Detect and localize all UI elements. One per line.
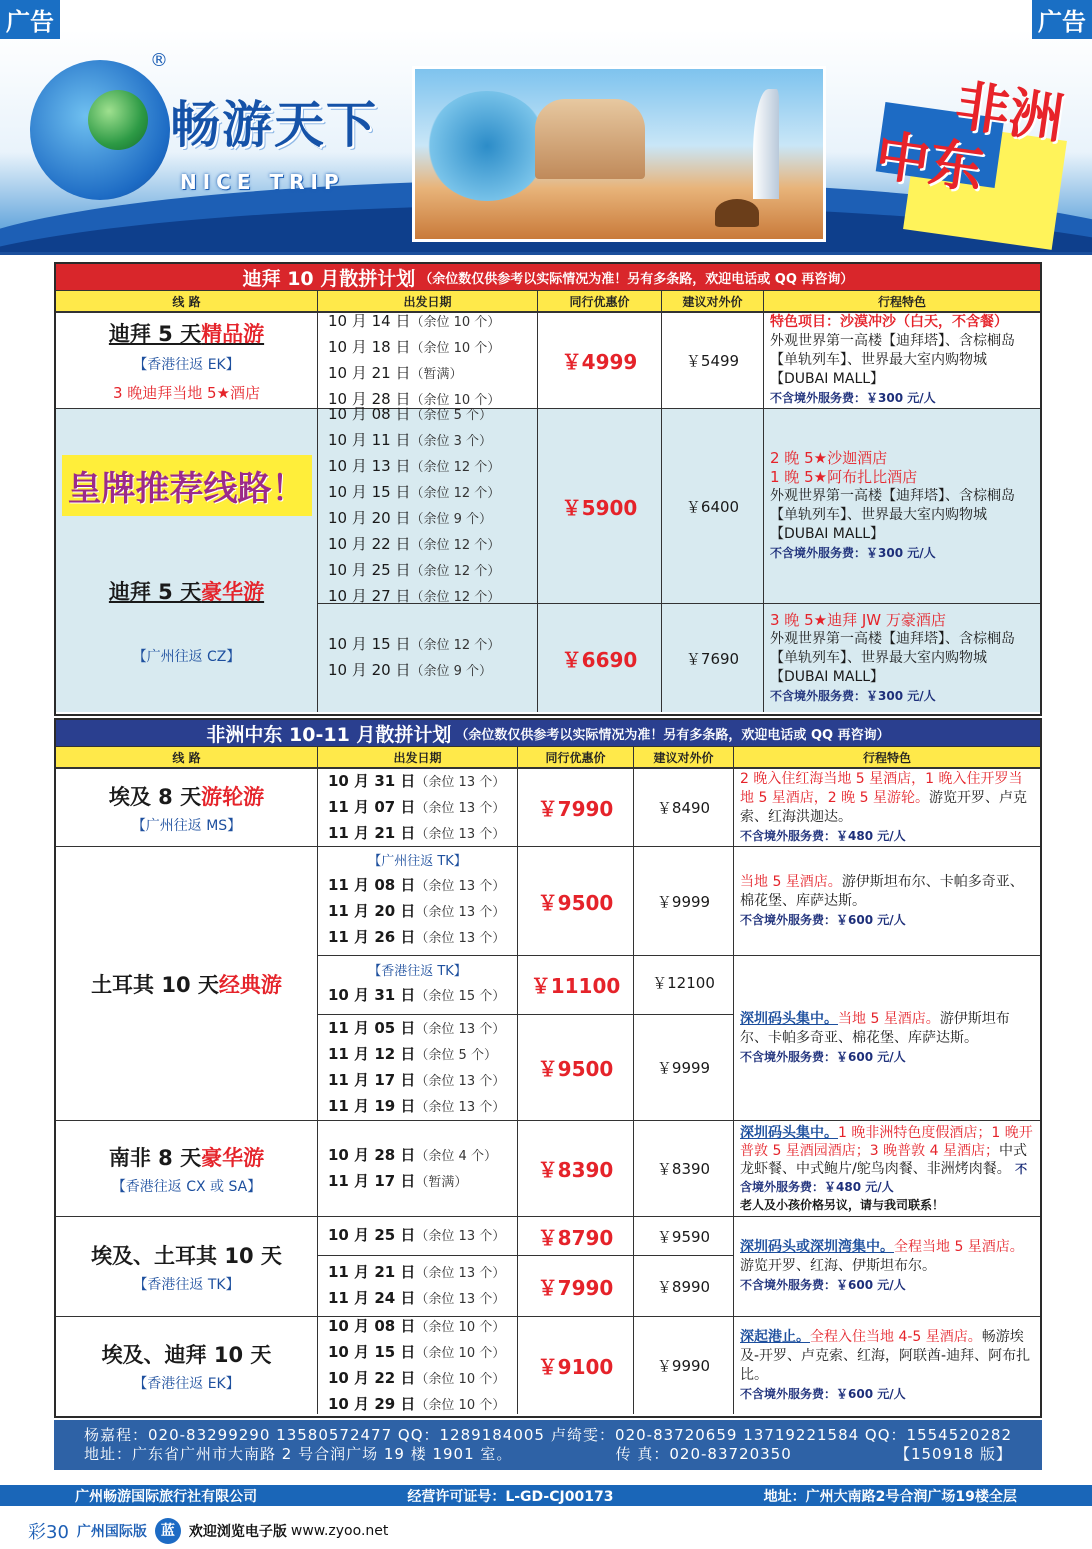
peer-price: ￥4999	[538, 313, 662, 408]
col-route: 线 路	[56, 747, 318, 767]
route-name: 埃及、土耳其 10 天	[91, 1243, 282, 1268]
departure-date: 11 月 21 日（余位 13 个）	[328, 823, 506, 842]
departure-date: 10 月 14 日（余位 10 个）	[328, 311, 501, 330]
retail-price: ￥5499	[662, 313, 764, 408]
retail-price: ￥8490	[634, 769, 734, 846]
departure-date: 11 月 08 日（余位 13 个）	[328, 876, 506, 894]
route-egypt-turkey	[56, 1216, 1040, 1316]
company-name: 广州畅游国际旅行社有限公司	[75, 1488, 258, 1505]
contact-address: 地址：广东省广州市大南路 2 号合润广场 19 楼 1901 室。	[84, 1445, 513, 1463]
route-egypt-cruise	[56, 768, 1040, 846]
company-address: 地址：广州大南路2号合润广场19楼全层	[763, 1488, 1017, 1505]
section1-column-headers	[56, 290, 1040, 312]
section1-note: （余位数仅供参考以实际情况为准！另有多条路，欢迎电话或 QQ 再咨询）	[419, 271, 854, 287]
peer-price: ￥8790	[518, 1217, 634, 1255]
globe-icon	[88, 90, 148, 150]
registered-mark: ®	[150, 50, 168, 71]
section2-header	[56, 720, 1040, 746]
date-list	[318, 1317, 518, 1414]
col-date: 出发日期	[318, 747, 518, 767]
route-south-africa	[56, 1120, 1040, 1216]
departure-date: 11 月 24 日（余位 13 个）	[328, 1289, 506, 1307]
date-list: 【香港往返 TK】 10 月 31 日（余位 15 个）	[318, 956, 518, 1014]
brand-name: 畅游天下	[170, 96, 378, 154]
date-list	[318, 1121, 518, 1216]
lan-logo-icon: 蓝	[155, 1518, 181, 1544]
departure-date: 10 月 25 日（余位 12 个）	[328, 561, 501, 579]
feature: 深圳码头集中。1 晚非洲特色度假酒店；1 晚开普敦 5 星酒园酒店；3 晚普敦 4 星酒店；中式龙虾餐、中式鲍片/鸵鸟肉餐、非洲烤肉餐。 不含境外服务费：￥480 元/人 老人及小孩价格另议，请与我司联系！	[740, 1124, 1033, 1212]
version: 【150918 版】	[894, 1445, 1012, 1463]
departure-date: 10 月 21 日（暂满）	[328, 363, 463, 382]
retail-price: ￥6400	[662, 409, 764, 603]
feature: 深起港止。全程入住当地 4-5 星酒店。畅游埃及-开罗、卢克索、红海，阿联酋-迪拜、阿布扎比。 不含境外服务费：￥600 元/人	[740, 1328, 1031, 1401]
route-dubai-premium	[56, 312, 1040, 408]
departure-date: 10 月 15 日（余位 10 个）	[328, 1342, 506, 1361]
route-flight: 【香港往返 CX 或 SA】	[111, 1178, 262, 1195]
departure-date: 10 月 11 日（余位 3 个）	[328, 431, 493, 449]
contact-info	[54, 1420, 1042, 1470]
peer-price: ￥9500	[518, 847, 634, 955]
col-peer-price: 同行优惠价	[538, 291, 662, 311]
route-name: 南非 8 天豪华游	[108, 1145, 265, 1170]
col-retail-price: 建议对外价	[634, 747, 734, 767]
slogan-africa: 非洲	[951, 73, 1068, 152]
peer-price: ￥7990	[518, 1256, 634, 1316]
route-flight: 【香港往返 TK】	[133, 1276, 240, 1293]
departure-date: 11 月 19 日（余位 13 个）	[328, 1096, 506, 1115]
departure-date: 10 月 31 日（余位 13 个）	[328, 771, 506, 790]
departure-date: 11 月 21 日（余位 13 个）	[328, 1263, 506, 1281]
route-flight: 【广州往返 MS】	[131, 817, 242, 834]
feature: 当地 5 星酒店。游伊斯坦布尔、卡帕多奇亚、棉花堡、库萨达斯。 不含境外服务费：￥600 元/人	[740, 873, 1024, 927]
company-bar	[0, 1482, 1092, 1506]
departure-date: 11 月 26 日（余位 13 个）	[328, 928, 506, 946]
peer-price: ￥8390	[518, 1121, 634, 1216]
departure-date: 10 月 08 日（余位 10 个）	[328, 1316, 506, 1335]
slogan-middle-east: 中东	[871, 123, 988, 202]
retail-price: ￥7690	[662, 604, 764, 712]
peer-price: ￥9500	[518, 1015, 634, 1120]
brand-english: NICE TRIP	[180, 170, 345, 194]
route-name: 埃及、迪拜 10 天	[101, 1342, 272, 1367]
peer-price: ￥11100	[518, 956, 634, 1014]
departure-date: 11 月 20 日（余位 13 个）	[328, 902, 506, 920]
date-list	[318, 1256, 518, 1316]
departure-date: 11 月 07 日（余位 13 个）	[328, 797, 506, 816]
route-name: 迪拜 5 天豪华游	[108, 580, 265, 604]
section1-title: 迪拜 10 月散拼计划	[242, 267, 416, 290]
departure-date: 10 月 29 日（余位 10 个）	[328, 1394, 506, 1413]
departure-date: 11 月 17 日（暂满）	[328, 1171, 468, 1190]
company-license: 经营许可证号：L-GD-CJ00173	[407, 1488, 614, 1505]
date-list	[318, 769, 518, 846]
departure-date: 10 月 28 日（余位 10 个）	[328, 389, 501, 408]
ad-label-left: 广告	[0, 0, 60, 39]
route-egypt-dubai	[56, 1316, 1040, 1414]
camel-icon	[715, 199, 759, 227]
peer-price: ￥6690	[538, 604, 662, 712]
departure-date: 10 月 22 日（余位 10 个）	[328, 1368, 506, 1387]
departure-date: 10 月 22 日（余位 12 个）	[328, 535, 501, 553]
departure-date: 10 月 25 日（余位 13 个）	[328, 1226, 506, 1244]
contact-lu: 卢绮雯：020-83720659 13719221584 QQ：1554520282	[551, 1426, 1012, 1444]
peer-price: ￥5900	[538, 409, 662, 603]
peer-price: ￥9100	[518, 1317, 634, 1414]
retail-price: ￥8390	[634, 1121, 734, 1216]
route-flight: 【广州往返 CZ】	[132, 649, 241, 665]
date-list	[318, 1217, 518, 1255]
peer-price: ￥7990	[518, 769, 634, 846]
burj-al-arab-icon	[753, 89, 779, 199]
departure-date: 11 月 17 日（余位 13 个）	[328, 1070, 506, 1089]
section2-note: （余位数仅供参考以实际情况为准！另有多条路，欢迎电话或 QQ 再咨询）	[455, 727, 890, 743]
page-footer	[28, 1518, 388, 1544]
section2-title: 非洲中东 10-11 月散拼计划	[206, 723, 452, 746]
feature: 2 晚 5★沙迦酒店 1 晚 5★阿布扎比酒店 外观世界第一高楼【迪拜塔】、含棕榈岛【单轨列车】、世界最大室内购物城【DUBAI MALL】 不含境外服务费：￥300 元/人	[770, 449, 1015, 560]
departure-date: 10 月 08 日（余位 5 个）	[328, 405, 493, 423]
contact-fax: 传 真：020-83720350	[615, 1445, 792, 1463]
section1-header	[56, 264, 1040, 290]
contact-yang: 杨嘉程：020-83299290 13580572477 QQ：1289184005	[84, 1426, 545, 1444]
date-list	[318, 604, 538, 712]
feature: 特色项目：沙漠冲沙（白天，不含餐） 外观世界第一高楼【迪拜塔】、含棕榈岛【单轨列车】、世界最大室内购物城【DUBAI MALL】 不含境外服务费：￥300 元/人	[770, 314, 1015, 405]
col-feature: 行程特色	[862, 750, 911, 765]
feature: 3 晚 5★迪拜 JW 万豪酒店 外观世界第一高楼【迪拜塔】、含棕榈岛【单轨列车】、世界最大室内购物城【DUBAI MALL】 不含境外服务费：￥300 元/人	[770, 610, 1015, 703]
col-date: 出发日期	[318, 291, 538, 311]
logo-icon	[30, 60, 170, 200]
dubai-photo	[412, 66, 826, 242]
section2-column-headers	[56, 746, 1040, 768]
route-hotel: 3 晚迪拜当地 5★酒店	[112, 384, 261, 402]
route-dubai-luxury	[56, 405, 1040, 712]
departure-date: 10 月 18 日（余位 10 个）	[328, 337, 501, 356]
header-banner	[0, 30, 1092, 255]
footer-text: 欢迎浏览电子版	[188, 1524, 287, 1540]
date-list: 【广州往返 TK】 11 月 08 日（余位 13 个） 11 月 20 日（余位 13 个） 11 月 26 日（余位 13 个）	[318, 847, 518, 955]
feature: 深圳码头集中。当地 5 星酒店。游伊斯坦布尔、卡帕多奇亚、棉花堡、库萨达斯。 不含境外服务费：￥600 元/人	[740, 1010, 1010, 1064]
recommend-badge: 皇牌推荐线路！	[62, 455, 312, 516]
retail-price: ￥9990	[634, 1317, 734, 1414]
edition: 广州国际版	[76, 1524, 147, 1540]
col-retail-price: 建议对外价	[662, 291, 764, 311]
retail-price: ￥8990	[634, 1256, 734, 1316]
feature: 深圳码头或深圳湾集中。全程当地 5 星酒店。游览开罗、红海、伊斯坦布尔。 不含境外服务费：￥600 元/人	[740, 1239, 1024, 1292]
departure-date: 10 月 13 日（余位 12 个）	[328, 457, 501, 475]
section-dubai	[54, 262, 1042, 716]
departure-date: 10 月 20 日（余位 9 个）	[328, 661, 493, 679]
retail-price: ￥9999	[634, 847, 734, 955]
route-flight: 【香港往返 EK】	[133, 357, 240, 373]
route-name: 迪拜 5 天精品游	[108, 322, 265, 346]
retail-price: ￥9590	[634, 1217, 734, 1255]
footer-url[interactable]: www.zyoo.net	[290, 1523, 389, 1539]
route-name: 土耳其 10 天经典游	[91, 972, 282, 997]
ad-label-right: 广告	[1032, 0, 1092, 39]
departure-date: 10 月 28 日（余位 4 个）	[328, 1145, 497, 1164]
col-feature: 行程特色	[877, 294, 926, 309]
departure-date: 10 月 15 日（余位 12 个）	[328, 635, 501, 653]
col-route: 线 路	[56, 291, 318, 311]
retail-price: ￥9999	[634, 1015, 734, 1120]
departure-date: 11 月 05 日（余位 13 个）	[328, 1018, 506, 1037]
date-list	[318, 313, 538, 408]
slogan	[870, 70, 1070, 250]
retail-price: ￥12100	[634, 956, 734, 1014]
departure-date: 10 月 31 日（余位 15 个）	[328, 986, 506, 1004]
page-number: 彩30	[28, 1522, 69, 1543]
col-peer-price: 同行优惠价	[518, 747, 634, 767]
departure-date: 11 月 12 日（余位 5 个）	[328, 1044, 497, 1063]
route-turkey-classic	[56, 846, 1040, 1120]
departure-date: 10 月 27 日（余位 12 个）	[328, 587, 501, 605]
departure-date: 10 月 15 日（余位 12 个）	[328, 483, 501, 501]
date-list	[318, 405, 538, 605]
route-flight: 【香港往返 EK】	[133, 1375, 240, 1392]
section-africa-middle-east	[54, 718, 1042, 1418]
departure-date: 10 月 20 日（余位 9 个）	[328, 509, 493, 527]
feature: 2 晚入住红海当地 5 星酒店，1 晚入住开罗当地 5 星酒店，2 晚 5 星游轮。游览开罗、卢克索、红海洪迦达。 不含境外服务费：￥480 元/人	[740, 770, 1027, 843]
date-list	[318, 1015, 518, 1120]
route-name: 埃及 8 天游轮游	[108, 784, 265, 809]
